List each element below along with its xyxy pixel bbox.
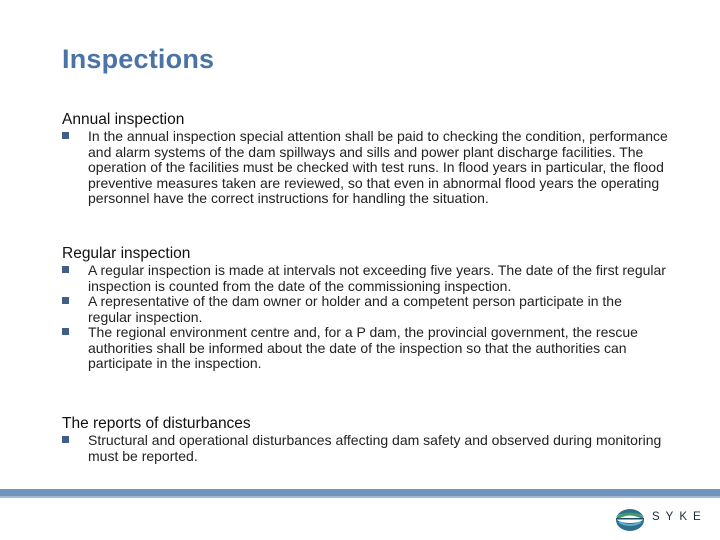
bullet-text: Structural and operational disturbances affecting dam safety and observed during monitoring must be reported.	[88, 432, 662, 464]
bullet-text: The regional environment centre and, for a P dam, the provincial government, the rescue authorities shall be informed about the date of the inspection so that the authorities can participate in the inspection.	[88, 324, 638, 371]
bullet-list	[62, 263, 668, 372]
bullet-text: A regular inspection is made at intervals not exceeding five years. The date of the first regular inspection is counted from the date of the commissioning inspection.	[88, 262, 666, 294]
section-heading: Regular inspection	[62, 245, 191, 262]
slide-title: Inspections	[62, 44, 215, 74]
bullet-item	[62, 325, 668, 372]
bullet-list	[62, 433, 668, 464]
section-heading: The reports of disturbances	[62, 415, 251, 432]
section-annual-inspection	[62, 110, 668, 207]
syke-globe-icon	[614, 504, 646, 534]
bullet-list	[62, 129, 668, 207]
bullet-item	[62, 263, 668, 294]
section-regular-inspection	[62, 244, 668, 372]
square-bullet-icon	[62, 132, 69, 139]
square-bullet-icon	[62, 328, 69, 335]
syke-logo	[614, 504, 709, 534]
bullet-item	[62, 129, 668, 207]
bullet-text: In the annual inspection special attention shall be paid to checking the condition, performance and alarm systems of the dam spillways and sills and power plant discharge facilities. The operation of the facilities must be checked with test runs. In flood years in particular, the flood preventive measures taken are reviewed, so that even in abnormal flood years the operating personnel have the correct instructions for handling the situation.	[88, 128, 668, 206]
square-bullet-icon	[62, 297, 69, 304]
square-bullet-icon	[62, 436, 69, 443]
section-heading: Annual inspection	[62, 111, 185, 128]
bullet-item	[62, 294, 668, 325]
square-bullet-icon	[62, 266, 69, 273]
section-reports-of-disturbances	[62, 414, 668, 464]
footer-bar	[0, 489, 720, 496]
bullet-text: A representative of the dam owner or holder and a competent person participate in the regular inspection.	[88, 293, 622, 325]
footer-bar-line	[0, 496, 720, 498]
bullet-item	[62, 433, 668, 464]
logo-text: SYKE	[652, 511, 707, 523]
